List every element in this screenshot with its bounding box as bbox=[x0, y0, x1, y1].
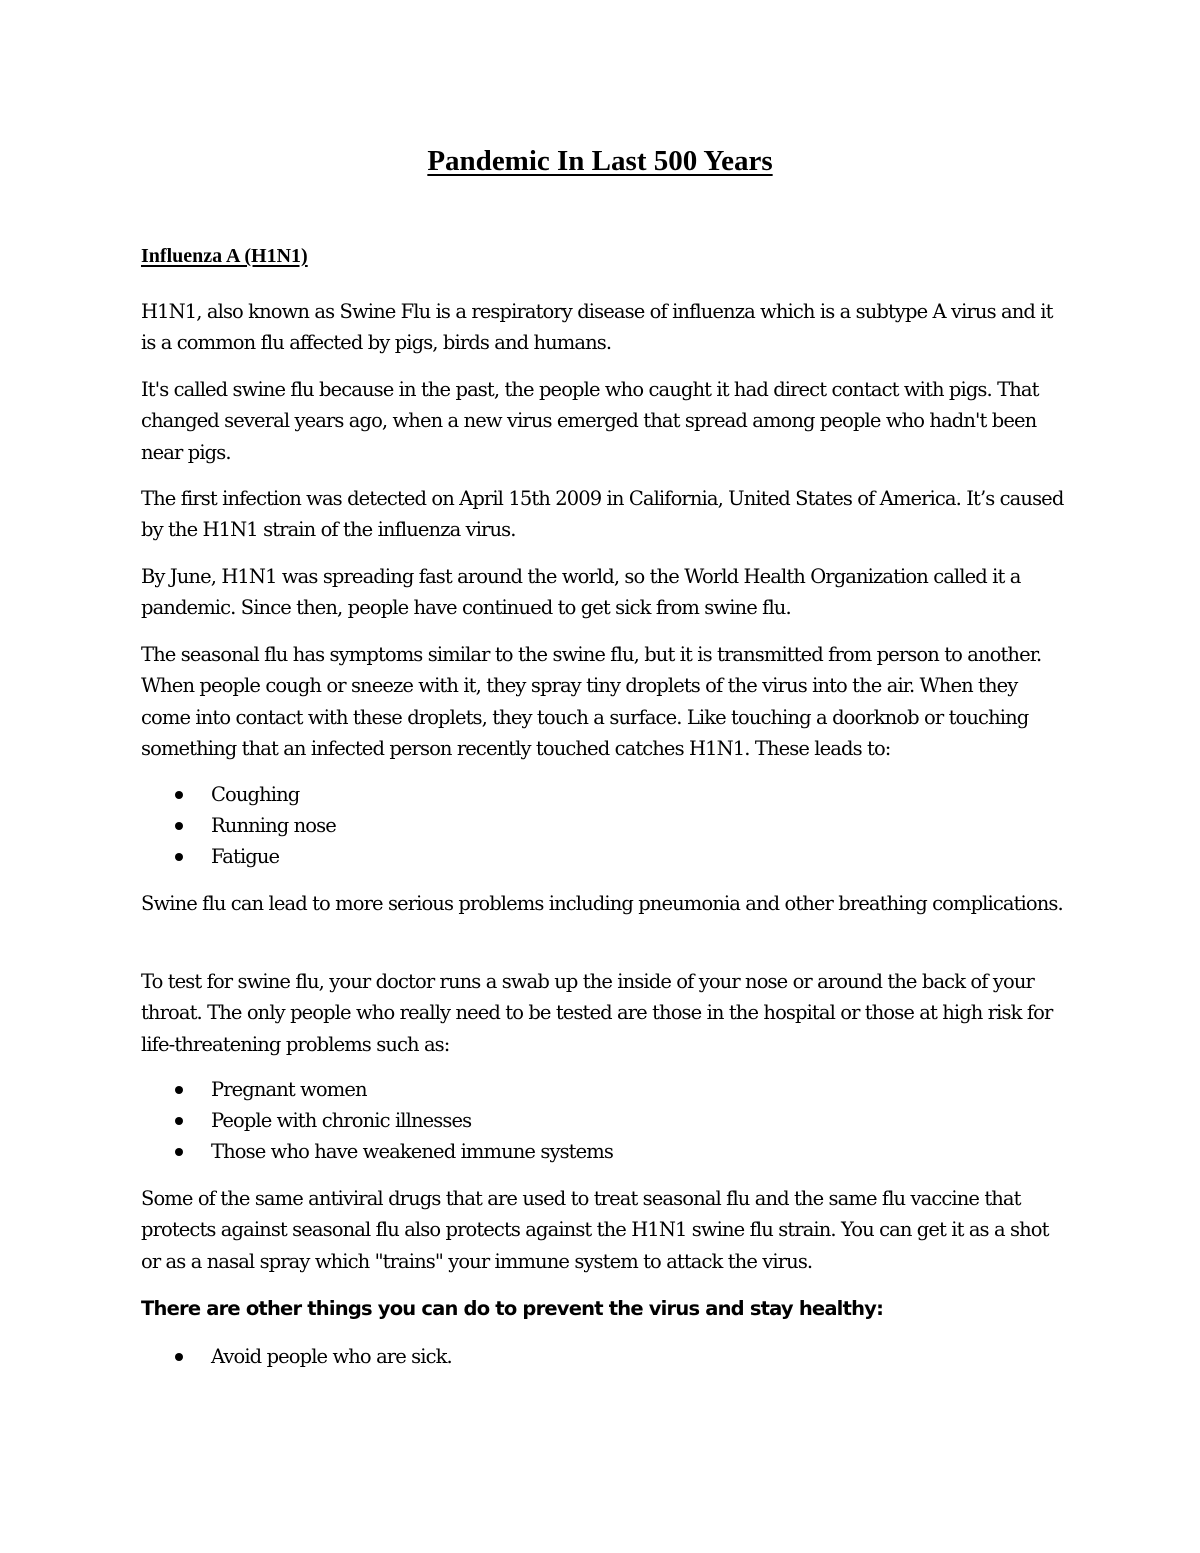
list-item: People with chronic illnesses bbox=[141, 1105, 1071, 1136]
list-item: Running nose bbox=[141, 810, 1071, 841]
list-item: Those who have weakened immune systems bbox=[141, 1136, 1071, 1167]
paragraph: The seasonal flu has symptoms similar to the swine flu, but it is transmitted from person to another. When people cough or sneeze with it, they spray tiny droplets of the virus into the air. When they come into contact with these droplets, they touch a surface. Like touching a doorknob or touching something that an infected person recently touched catches H1N1. These leads to: bbox=[141, 643, 1042, 760]
paragraph: To test for swine flu, your doctor runs a swab up the inside of your nose or around the back of your throat. The only people who really need to be tested are those in the hospital or those at high risk for life-threatening problems such as: bbox=[141, 970, 1053, 1056]
document-title: Pandemic In Last 500 Years bbox=[427, 145, 773, 177]
paragraph: It's called swine flu because in the past, the people who caught it had direct contact with pigs. That changed several years ago, when a new virus emerged that spread among people who hadn't been near pigs. bbox=[141, 378, 1039, 464]
risk-groups-list bbox=[141, 1074, 1071, 1167]
prevention-list bbox=[141, 1341, 1071, 1372]
symptoms-list bbox=[141, 779, 1071, 872]
section-heading: Influenza A (H1N1) bbox=[141, 245, 308, 267]
paragraph: The first infection was detected on April 15th 2009 in California, United States of America. It’s caused by the H1N1 strain of the influenza virus. bbox=[141, 487, 1064, 542]
paragraph: Swine flu can lead to more serious problems including pneumonia and other breathing complications. bbox=[141, 892, 1063, 915]
paragraph: H1N1, also known as Swine Flu is a respiratory disease of influenza which is a subtype A virus and it is a common flu affected by pigs, birds and humans. bbox=[141, 300, 1053, 355]
list-item: Avoid people who are sick. bbox=[141, 1341, 1071, 1372]
list-item: Pregnant women bbox=[141, 1074, 1071, 1105]
list-item: Fatigue bbox=[141, 841, 1071, 872]
prevention-heading: There are other things you can do to prevent the virus and stay healthy: bbox=[141, 1297, 884, 1320]
paragraph: By June, H1N1 was spreading fast around the world, so the World Health Organization called it a pandemic. Since then, people have continued to get sick from swine flu. bbox=[141, 565, 1021, 620]
paragraph: Some of the same antiviral drugs that are used to treat seasonal flu and the same flu vaccine that protects against seasonal flu also protects against the H1N1 swine flu strain. You can get it as a shot or as a nasal spray which "trains" your immune system to attack the virus. bbox=[141, 1187, 1049, 1273]
list-item: Coughing bbox=[141, 779, 1071, 810]
